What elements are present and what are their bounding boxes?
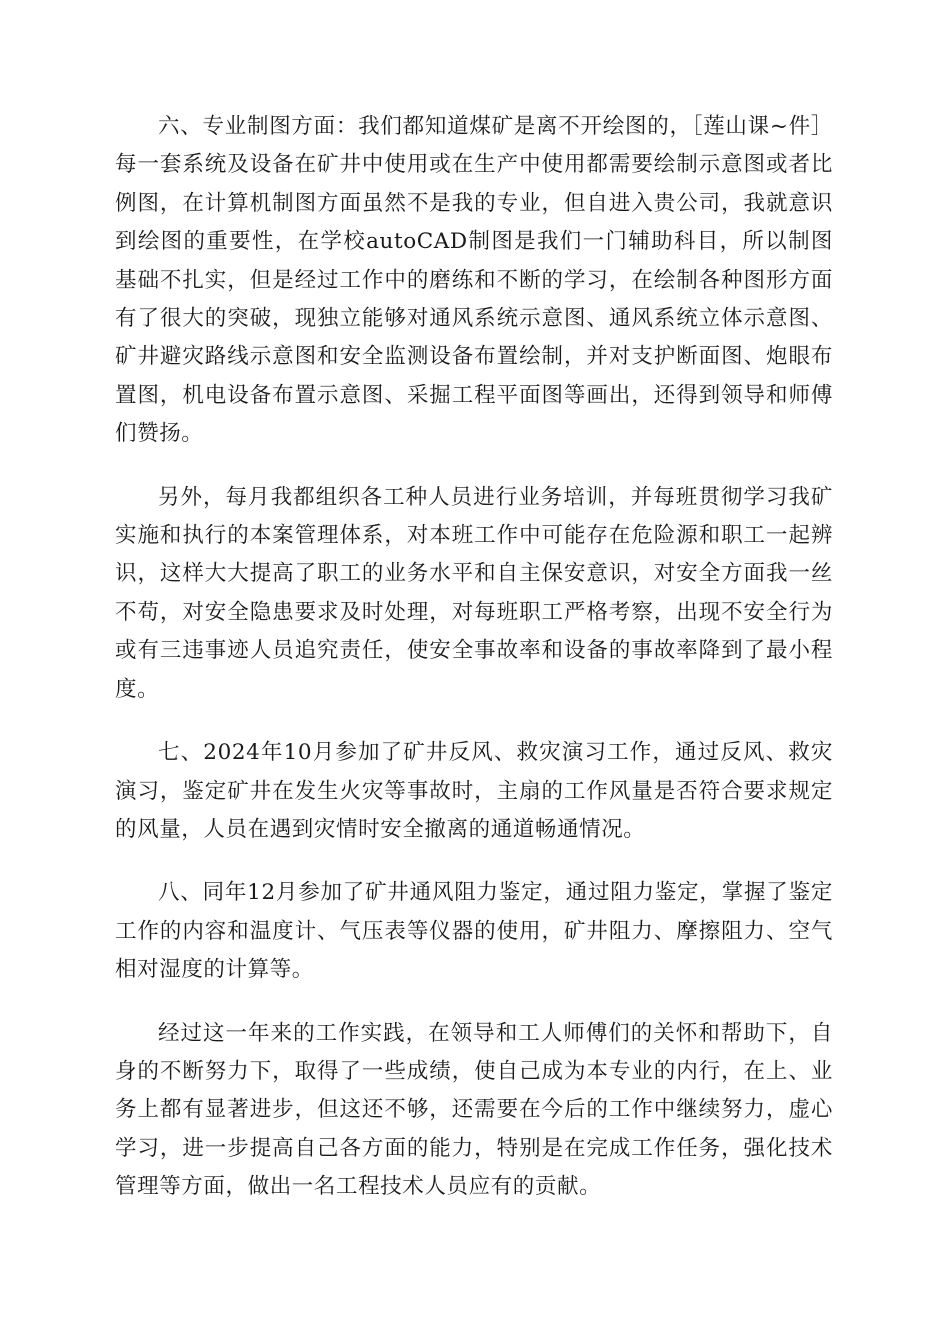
paragraph-resistance: 八、同年12月参加了矿井通风阻力鉴定，通过阻力鉴定，掌握了鉴定工作的内容和温度计、气压表等仪器的使用，矿井阻力、摩擦阻力、空气相对湿度的计算等。 [115,880,833,983]
paragraph-drafting: 六、专业制图方面：我们都知道煤矿是离不开绘图的，［莲山课~件］每一套系统及设备在矿井中使用或在生产中使用都需要绘制示意图或者比例图，在计算机制图方面虽然不是我的专业，但自进入贵公司，我就意识到绘图的重要性，在学校autoCAD制图是我们一门辅助科目，所以制图基础不扎实，但是经过工作中的磨练和不断的学习，在绘制各种图形方面有了很大的突破，现独立能够对通风系统示意图、通风系统立体示意图、矿井避灾路线示意图和安全监测设备布置绘制，并对支护断面图、炮眼布置图，机电设备布置示意图、采掘工程平面图等画出，还得到领导和师傅们赞扬。 [115,114,833,447]
document-body [115,108,833,1232]
paragraph-drill: 七、2024年10月参加了矿井反风、救灾演习工作，通过反风、救灾演习，鉴定矿井在发生火灾等事故时，主扇的工作风量是否符合要求规定的风量，人员在遇到灾情时安全撤离的通道畅通情况。 [115,740,833,842]
paragraph-summary: 经过这一年来的工作实践，在领导和工人师傅们的关怀和帮助下，自身的不断努力下，取得了一些成绩，使自己成为本专业的内行，在上、业务上都有显著进步，但这还不够，还需要在今后的工作中继续努力，虚心学习，进一步提高自己各方面的能力，特别是在完成工作任务，强化技术管理等方面，做出一名工程技术人员应有的贡献。 [115,1020,833,1200]
paragraph-training: 另外，每月我都组织各工种人员进行业务培训，并每班贯彻学习我矿实施和执行的本案管理体系，对本班工作中可能存在危险源和职工一起辨识，这样大大提高了职工的业务水平和自主保安意识，对安全方面我一丝不苟，对安全隐患要求及时处理，对每班职工严格考察，出现不安全行为或有三违事迹人员追究责任，使安全事故率和设备的事故率降到了最小程度。 [115,484,833,702]
